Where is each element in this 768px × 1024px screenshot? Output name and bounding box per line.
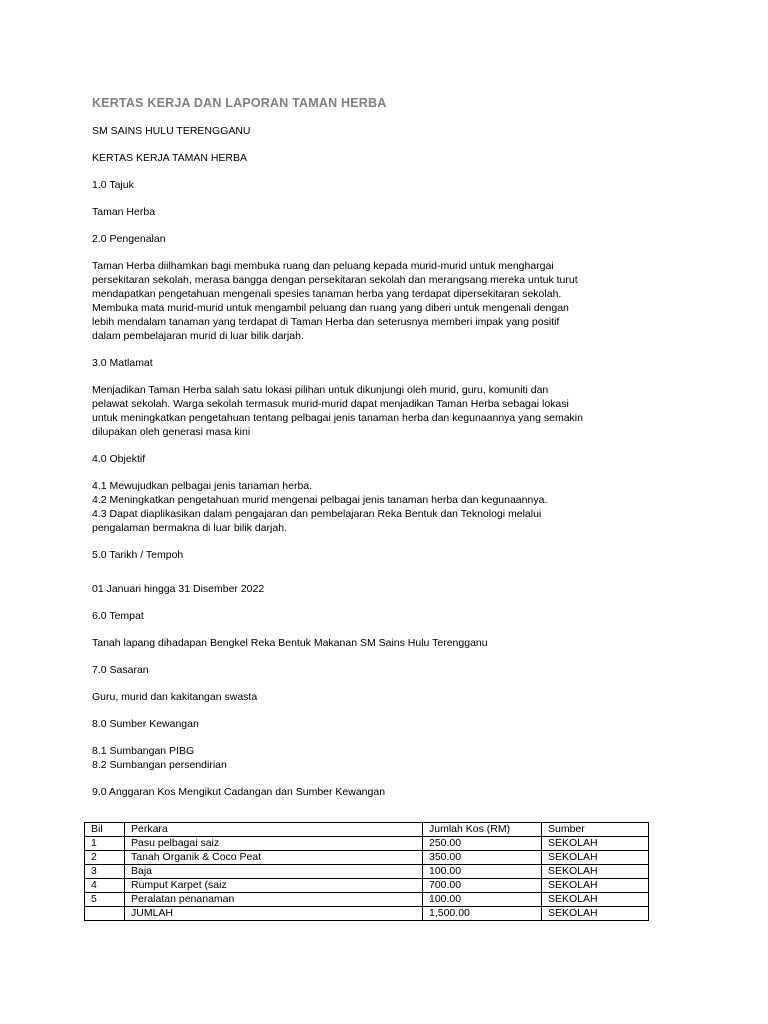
table-cell: 3 <box>85 865 125 879</box>
table-cell: Pasu pelbagai saiz <box>125 837 423 851</box>
table-cell: SEKOLAH <box>542 865 649 879</box>
section-4-heading: 4.0 Objektif <box>92 453 146 465</box>
paragraph-line: dalam pembelajaran murid di luar bilik darjah. <box>92 330 304 342</box>
table-cell: SEKOLAH <box>542 907 649 921</box>
section-5-heading: 5.0 Tarikh / Tempoh <box>92 549 184 561</box>
table-row <box>85 893 649 907</box>
list-item: 4.2 Meningkatkan pengetahuan murid mengenai pelbagai jenis tanaman herba dan kegunaannya. <box>92 494 548 506</box>
table-cell: 2 <box>85 851 125 865</box>
section-4-list <box>92 479 692 535</box>
table-header-row <box>85 823 649 837</box>
table-cell: JUMLAH <box>125 907 423 921</box>
section-5-text: 01 Januari hingga 31 Disember 2022 <box>92 583 265 595</box>
section-6-text: Tanah lapang dihadapan Bengkel Reka Bentuk Makanan SM Sains Hulu Terengganu <box>92 637 488 649</box>
section-6-heading: 6.0 Tempat <box>92 610 144 622</box>
section-2-heading: 2.0 Pengenalan <box>92 233 166 245</box>
document-subtitle: KERTAS KERJA TAMAN HERBA <box>92 152 248 164</box>
table-cell <box>85 907 125 921</box>
paragraph-line: untuk meningkatkan pengetahuan tentang pelbagai jenis tanaman herba dan kegunaannya yang semakin <box>92 412 583 424</box>
table-header-cell: Sumber <box>542 823 649 837</box>
table-cell: 100.00 <box>423 865 542 879</box>
section-8-heading: 8.0 Sumber Kewangan <box>92 718 199 730</box>
list-item: pengalaman bermakna di luar bilik darjah. <box>92 522 287 534</box>
list-item: 4.1 Mewujudkan pelbagai jenis tanaman herba. <box>92 480 313 492</box>
paragraph-line: lebih mendalam tanaman yang terdapat di Taman Herba dan seterusnya memberi impak yang positif <box>92 316 560 328</box>
table-cell: SEKOLAH <box>542 879 649 893</box>
list-item: 8.2 Sumbangan persendirian <box>92 759 227 771</box>
paragraph-line: mendapatkan pengetahuan mengenali spesies tanaman herba yang terdapat dipersekitaran sekolah. <box>92 288 562 300</box>
table-total-row <box>85 907 649 921</box>
table-cell: 1,500.00 <box>423 907 542 921</box>
paragraph-line: Menjadikan Taman Herba salah satu lokasi pilihan untuk dikunjungi oleh murid, guru, komuniti dan <box>92 384 549 396</box>
section-7-text: Guru, murid dan kakitangan swasta <box>92 691 258 703</box>
table-cell: Peralatan penanaman <box>125 893 423 907</box>
section-9-heading: 9.0 Anggaran Kos Mengikut Cadangan dan Sumber Kewangan <box>92 786 386 798</box>
table-row <box>85 865 649 879</box>
cost-table <box>84 822 649 921</box>
table-cell: SEKOLAH <box>542 837 649 851</box>
table-cell: Rumput Karpet (saiz <box>125 879 423 893</box>
section-3-heading: 3.0 Matlamat <box>92 357 153 369</box>
section-3-paragraph <box>92 383 692 439</box>
paragraph-line: pelawat sekolah. Warga sekolah termasuk murid-murid dapat menjadikan Taman Herba sebagai lokasi <box>92 398 569 410</box>
table-cell: 350.00 <box>423 851 542 865</box>
paragraph-line: persekitaran sekolah, merasa bangga dengan persekitaran sekolah dan merangsang mereka untuk turut <box>92 274 578 286</box>
section-1-heading: 1.0 Tajuk <box>92 179 134 191</box>
table-header-cell: Bil <box>85 823 125 837</box>
table-cell: 250.00 <box>423 837 542 851</box>
section-7-heading: 7.0 Sasaran <box>92 664 149 676</box>
section-2-paragraph <box>92 259 692 343</box>
table-cell: 4 <box>85 879 125 893</box>
paragraph-line: Taman Herba diilhamkan bagi membuka ruang dan peluang kepada murid-murid untuk menghargai <box>92 260 554 272</box>
paragraph-line: Membuka mata murid-murid untuk mengambil peluang dan ruang yang diberi untuk mengenali dengan <box>92 302 569 314</box>
table-header-cell: Jumlah Kos (RM) <box>423 823 542 837</box>
document-page <box>92 96 692 799</box>
table-cell: Baja <box>125 865 423 879</box>
table-cell: 5 <box>85 893 125 907</box>
table-cell: SEKOLAH <box>542 851 649 865</box>
table-cell: SEKOLAH <box>542 893 649 907</box>
table-row <box>85 879 649 893</box>
table-header-cell: Perkara <box>125 823 423 837</box>
list-item: 8.1 Sumbangan PIBG <box>92 745 195 757</box>
paragraph-line: dilupakan oleh generasi masa kini <box>92 426 251 438</box>
list-item: 4.3 Dapat diaplikasikan dalam pengajaran dan pembelajaran Reka Bentuk dan Teknologi melalui <box>92 508 542 520</box>
section-1-text: Taman Herba <box>92 206 156 218</box>
table-row <box>85 837 649 851</box>
table-row <box>85 851 649 865</box>
section-8-list <box>92 744 692 772</box>
table-cell: Tanah Organik & Coco Peat <box>125 851 423 865</box>
document-title: KERTAS KERJA DAN LAPORAN TAMAN HERBA <box>92 96 387 110</box>
school-name: SM SAINS HULU TERENGGANU <box>92 125 251 137</box>
table-cell: 1 <box>85 837 125 851</box>
table-cell: 100.00 <box>423 893 542 907</box>
table-cell: 700.00 <box>423 879 542 893</box>
